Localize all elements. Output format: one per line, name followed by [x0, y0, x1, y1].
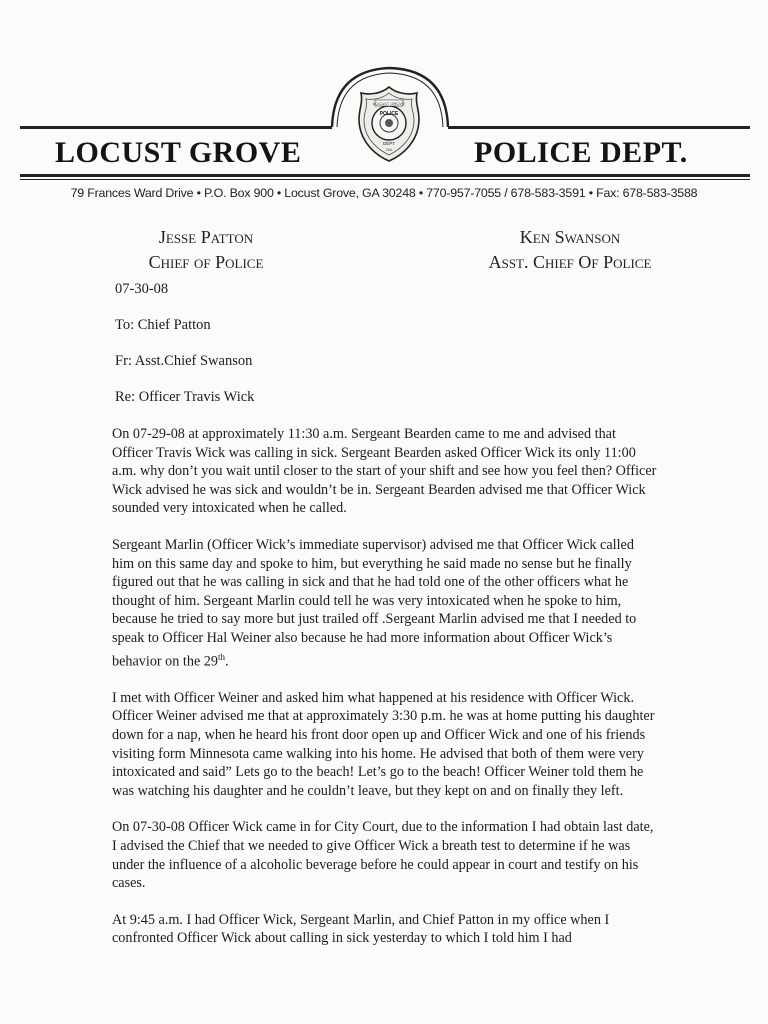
- official-right-title: Asst. Chief Of Police: [488, 252, 652, 272]
- official-left-title: Chief of Police: [148, 252, 264, 272]
- badge-state-text: GA: [386, 147, 392, 152]
- memo-date: 07-30-08: [115, 281, 169, 297]
- badge-top-text: LOCUST GROVE: [373, 101, 405, 106]
- ordinal-suffix: th: [217, 651, 225, 662]
- official-right: [460, 225, 680, 275]
- official-left-name: Jesse Patton: [158, 227, 254, 247]
- memo-from: Fr: Asst.Chief Swanson: [115, 353, 253, 369]
- address-line: 79 Frances Ward Drive • P.O. Box 900 • Locust Grove, GA 30248 • 770-957-7055 / 678-583-3591 • Fax: 678-583-3588: [70, 186, 698, 200]
- official-left: [112, 225, 300, 275]
- badge-bottom-text: DEPT: [382, 141, 396, 146]
- memo-re: Re: Officer Travis Wick: [115, 389, 255, 405]
- official-right-name: Ken Swanson: [519, 227, 621, 247]
- memo-body: [112, 425, 657, 966]
- header-bottom-rule: [20, 174, 750, 177]
- body-paragraph-2-text: Sergeant Marlin (Officer Wick’s immediate supervisor) advised me that Officer Wick called him on this same day and spoke to him, but everything he said made no sense but he finally figured out that he was calling in sick and that he had told one of the other officers what he thought of him. Sergeant Marlin could tell he was very intoxicated when he spoke to him, because he tried to say more but just trailed off .Sergeant Marlin advised me that I needed to speak to Officer Hal Weiner also because he had more information about Officer Wick’s behavior on the 29: [112, 536, 637, 670]
- header-top-rule-right: [448, 126, 750, 129]
- badge-center-text: POLICE: [379, 111, 399, 117]
- header-top-rule-left: [20, 126, 332, 129]
- body-paragraph-3: I met with Officer Weiner and asked him what happened at his residence with Officer Wick. Officer Weiner advised me that at approximately 3:30 p.m. he was at home putting his daughter down for a nap, when he heard his front door open up and Officer Wick and one of his friends visiting form Minnesota came walking into his home. He advised that both of them were very intoxicated and said” Lets go to the beach! Let’s go to the beach! Officer Weiner told them he was watching his daughter and he couldn’t leave, but they kept on and on finally they left.: [112, 689, 655, 799]
- org-name-right: POLICE DEPT.: [474, 136, 688, 169]
- police-badge-icon: [357, 85, 421, 163]
- body-paragraph-1: On 07-29-08 at approximately 11:30 a.m. Sergeant Bearden came to me and advised that Officer Travis Wick was calling in sick. Sergeant Bearden asked Officer Wick its only 11:00 a.m. why don’t you wait until closer to the start of your shift and see how you feel then? Officer Wick advised he was sick and wouldn’t be in. Sergeant Bearden advised me that Officer Wick sounded very intoxicated when he called.: [112, 426, 657, 517]
- body-paragraph-5: At 9:45 a.m. I had Officer Wick, Sergeant Marlin, and Chief Patton in my office when I confronted Officer Wick about calling in sick yesterday to which I told him I had: [112, 911, 610, 947]
- org-name-left: LOCUST GROVE: [55, 136, 302, 169]
- header-bottom-rule-thin: [20, 179, 750, 180]
- body-paragraph-2-end: .: [225, 653, 229, 670]
- body-paragraph-4: On 07-30-08 Officer Wick came in for City Court, due to the information I had obtain last date, I advised the Chief that we needed to give Officer Wick a breath test to determine if he was under the influence of a alcoholic beverage before he could appear in court and testify on his cases.: [112, 819, 654, 892]
- memo-to: To: Chief Patton: [115, 317, 211, 333]
- body-paragraph-2: [112, 536, 657, 671]
